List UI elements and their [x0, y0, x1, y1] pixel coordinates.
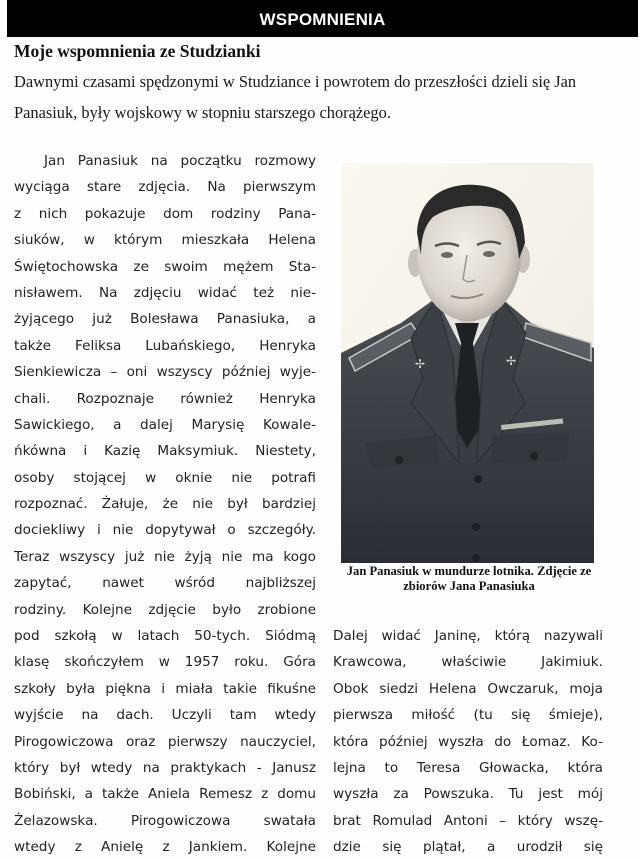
body-line: wyjście na dach. Uczyli tam wtedy: [14, 707, 316, 724]
portrait-photo: [341, 163, 594, 563]
body-line: Pirogowiczowa oraz pierwszy nauczyciel,: [14, 733, 316, 750]
body-line: Jan Panasiuk na początku rozmowy: [44, 153, 316, 169]
portrait-image: [341, 163, 594, 563]
body-line: lejna to Teresa Głowacka, która: [333, 759, 603, 776]
body-line: rodziny. Kolejne zdjęcie było zrobione: [14, 601, 316, 618]
body-line: Sawickiego, a dalej Marysię Kowale-: [14, 416, 316, 433]
body-line: brat Romulad Antoni – który wszę-: [333, 812, 603, 829]
body-line: dociekliwy i nie dopytywał o szczegóły.: [14, 522, 316, 539]
body-line: żyjącego już Bolesława Panasiuka, a: [14, 311, 316, 328]
svg-text:✢: ✢: [415, 357, 426, 371]
lead-line: Dawnymi czasami spędzonymi w Studziance i powrotem do przeszłości dzieli się Jan: [14, 72, 577, 91]
body-line: Krawcowa, właściwie Jakimiuk.: [333, 654, 603, 671]
body-line: Bobiński, a także Aniela Remesz z domu: [14, 786, 316, 803]
body-line: nisławem. Na zdjęciu widać też nie-: [14, 284, 316, 301]
section-label: WSPOMNIENIA: [259, 9, 386, 29]
body-line: szkoły była piękna i miała takie fikuśne: [14, 680, 316, 697]
body-column-left: [14, 148, 316, 860]
body-line: Obok siedzi Helena Owczaruk, moja: [333, 680, 603, 697]
body-line: Teraz wszyscy już nie żyją nie ma kogo: [14, 548, 316, 565]
body-line: wyszła za Powszuka. Tu jest mój: [333, 786, 603, 803]
body-line: zapytać, nawet wśród najbliższej: [14, 575, 316, 592]
section-header-bar: [7, 0, 638, 37]
body-line: chali. Rozpoznaje również Henryka: [14, 390, 316, 407]
body-line: wyciąga stare zdjęcia. Na pierwszym: [14, 179, 316, 196]
body-line: Żelazowska. Pirogowiczowa swatała: [14, 812, 316, 829]
body-line: osoby stojącej w oknie nie potrafi: [14, 469, 316, 486]
body-line: pierwsza miłość (tu się śmieje),: [333, 707, 603, 724]
body-line: Sienkiewicza – oni wszyscy później wyje-: [14, 364, 316, 381]
body-line: który był wtedy na praktykach - Janusz: [14, 759, 316, 776]
body-line: pod szkołą w latach 50-tych. Siódmą: [14, 628, 316, 645]
photo-caption: [330, 564, 608, 594]
caption-line: Jan Panasiuk w mundurze lotnika. Zdjęcie ze: [346, 564, 592, 578]
body-column-right: [333, 623, 603, 860]
body-line: Dalej widać Janinę, którą nazywali: [333, 628, 603, 644]
body-line: siuków, w którym mieszkała Helena: [14, 232, 316, 249]
body-line: ńkówna i Kazię Maksymiuk. Niestety,: [14, 443, 316, 460]
lead-line: Panasiuk, były wojskowy w stopniu starszego chorążego.: [14, 103, 391, 122]
body-line: klasę skończyłem w 1957 roku. Góra: [14, 654, 316, 671]
body-line: rozpoznać. Żałuje, że nie był bardziej: [14, 496, 316, 513]
body-line: także Feliksa Lubańskiego, Henryka: [14, 337, 316, 354]
body-line: Świętochowska ze swoim mężem Sta-: [14, 258, 316, 275]
svg-text:✢: ✢: [506, 354, 517, 368]
body-line: która później wyszła do Łomaz. Ko-: [333, 733, 603, 750]
body-line: wtedy z Anielę z Jankiem. Kolejne: [14, 839, 316, 856]
caption-line: zbiorów Jana Panasiuka: [403, 579, 535, 593]
article-lead: [14, 66, 638, 128]
body-line: dzie się plątał, a urodził się: [333, 839, 603, 856]
body-line: z nich pokazuje dom rodziny Pana-: [14, 205, 316, 222]
article-title: Moje wspomnienia ze Studzianki: [14, 41, 261, 61]
